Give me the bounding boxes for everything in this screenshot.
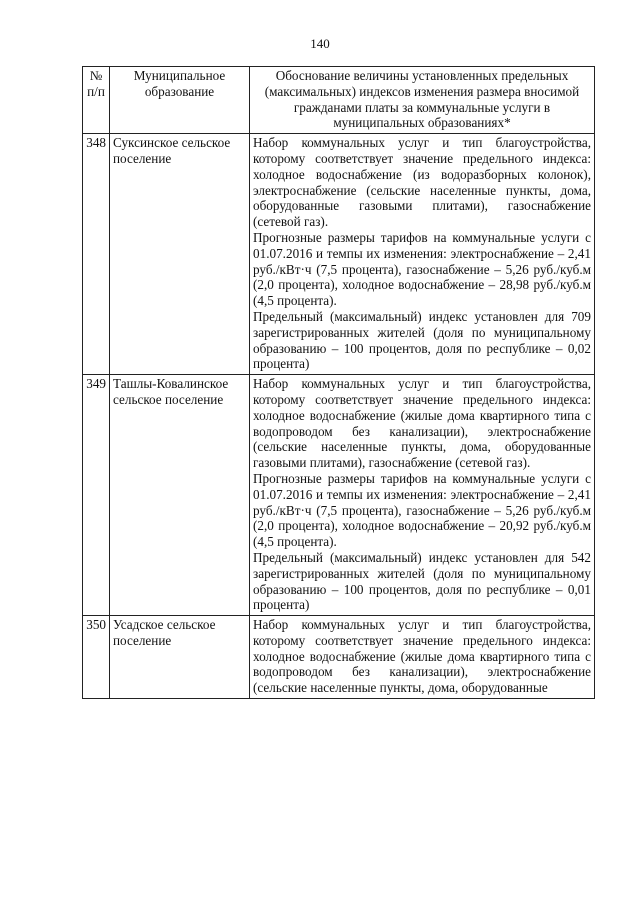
services-paragraph: Набор коммунальных услуг и тип благоустройства, которому соответствует значение предельного индекса: холодное водоснабжение (жилые дома квартирного типа с водопроводом без канализации), электроснабжение (сельские населенные пункты, дома, оборудованные — [253, 617, 591, 696]
municipality-name: Усадское сельское поселение — [110, 616, 250, 699]
row-number: 348 — [83, 134, 110, 375]
table-header-row — [83, 67, 595, 134]
tariffs-paragraph: Прогнозные размеры тарифов на коммунальные услуги с 01.07.2016 и темпы их изменения: электроснабжение – 2,41 руб./кВт·ч (7,5 процента), газоснабжение – 5,26 руб./куб.м (2,0 процента), холодное водоснабжение – 20,92 руб./куб.м (4,5 процента). — [253, 470, 591, 550]
index-paragraph: Предельный (максимальный) индекс установлен для 542 зарегистрированных жителей (доля по муниципальному образованию – 100 процентов, доля по республике – 0,01 процента) — [253, 549, 591, 613]
row-number: 350 — [83, 616, 110, 699]
tariff-index-table — [82, 66, 595, 699]
table-row — [83, 134, 595, 375]
row-number: 349 — [83, 375, 110, 616]
page-number: 140 — [310, 36, 330, 51]
table-row — [83, 375, 595, 616]
table-row — [83, 616, 595, 699]
header-number: № п/п — [83, 67, 110, 134]
justification-cell — [250, 616, 595, 699]
municipality-name: Ташлы-Ковалинское сельское поселение — [110, 375, 250, 616]
header-justification: Обоснование величины установленных предельных (максимальных) индексов изменения размера вносимой гражданами платы за коммунальные услуги в муниципальных образованиях* — [250, 67, 595, 134]
municipality-name: Суксинское сельское поселение — [110, 134, 250, 375]
header-municipality: Муниципальное образование — [110, 67, 250, 134]
justification-cell — [250, 134, 595, 375]
justification-cell — [250, 375, 595, 616]
tariffs-paragraph: Прогнозные размеры тарифов на коммунальные услуги с 01.07.2016 и темпы их изменения: электроснабжение – 2,41 руб./кВт·ч (7,5 процента), газоснабжение – 5,26 руб./куб.м (2,0 процента), холодное водоснабжение – 28,98 руб./куб.м (4,5 процента). — [253, 229, 591, 309]
services-paragraph: Набор коммунальных услуг и тип благоустройства, которому соответствует значение предельного индекса: холодное водоснабжение (из водоразборных колонок), электроснабжение (сельские населенные пункты, дома, оборудованные газовыми плитами), газоснабжение (сетевой газ). — [253, 135, 591, 230]
index-paragraph: Предельный (максимальный) индекс установлен для 709 зарегистрированных жителей (доля по муниципальному образованию – 100 процентов, доля по республике – 0,02 процента) — [253, 308, 591, 372]
services-paragraph: Набор коммунальных услуг и тип благоустройства, которому соответствует значение предельного индекса: холодное водоснабжение (жилые дома квартирного типа с водопроводом без канализации), электроснабжение (сельские населенные пункты, дома, оборудованные газовыми плитами), газоснабжение (сетевой газ). — [253, 376, 591, 471]
